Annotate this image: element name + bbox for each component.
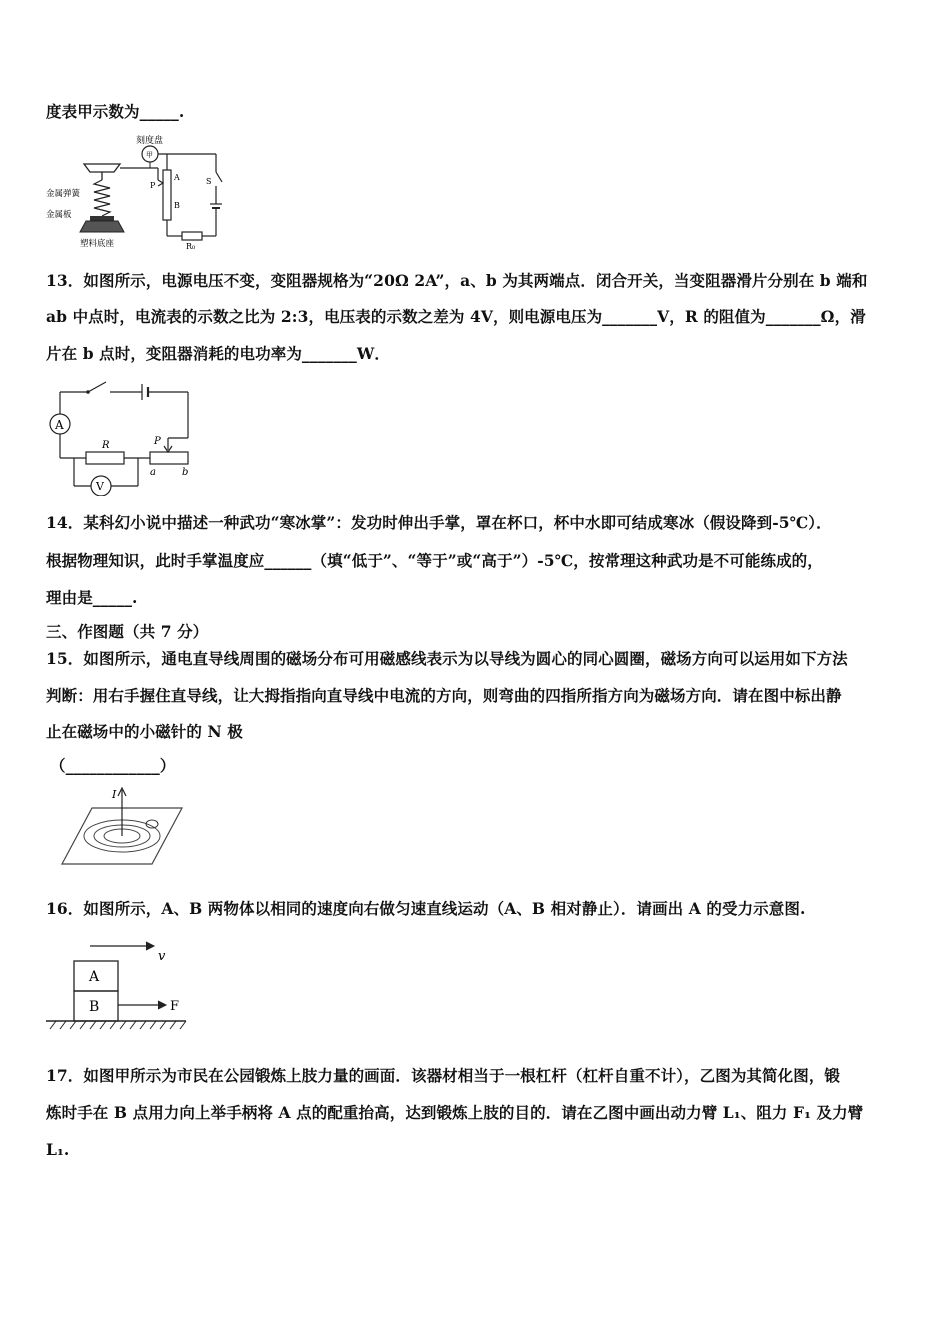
q13-line-1: 13．如图所示，电源电压不变，变阻器规格为“20Ω 2A”，a、b 为其两端点．闭合开关，当变阻器滑片分别在 b 端和 <box>46 271 868 290</box>
q15-line-3: 止在磁场中的小磁针的 N 极 <box>46 722 243 741</box>
q12-label-plate: 金属板 <box>46 210 72 220</box>
q13-line-2: ab 中点时，电流表的示数之比为 2:3，电压表的示数之差为 4V，则电源电压为_______V，R 的阻值为_______Ω，滑 <box>46 307 866 326</box>
q13-label-p: P <box>154 436 161 447</box>
q14-line-2: 根据物理知识，此时手掌温度应______（填“低于”、“等于”或“高于”）-5℃，按常理这种武功是不可能练成的， <box>46 551 823 570</box>
q15-answer-blank[interactable]: （____________） <box>50 756 176 775</box>
q12-label-meter: 甲 <box>146 151 153 159</box>
q15-line-2: 判断：用右手握住直导线，让大拇指指向直导线中电流的方向，则弯曲的四指所指方向为磁场方向．请在图中标出静 <box>46 686 842 705</box>
q15-magnetic-field-figure <box>58 784 188 868</box>
q13-line-3: 片在 b 点时，变阻器消耗的电功率为_______W． <box>46 344 390 363</box>
q12-tail-text: 度表甲示数为_____. <box>46 102 185 121</box>
q12-label-s: S <box>206 177 212 186</box>
q12-label-r0: R₀ <box>186 242 196 251</box>
q16-blocks-figure <box>46 938 196 1038</box>
q17-line-3: L₁. <box>46 1140 70 1159</box>
section-3-title: 三、作图题（共 7 分） <box>46 622 209 641</box>
q16-label-b: B <box>89 999 100 1015</box>
q16-line-1: 16．如图所示，A、B 两物体以相同的速度向右做匀速直线运动（A、B 相对静止）．请画出 A 的受力示意图. <box>46 899 806 918</box>
q12-scale-circuit-figure <box>46 128 236 252</box>
q15-line-1: 15．如图所示，通电直导线周围的磁场分布可用磁感线表示为以导线为圆心的同心圆圈，磁场方向可以运用如下方法 <box>46 649 848 668</box>
q12-label-base: 塑料底座 <box>80 239 115 249</box>
q12-label-dial: 刻度盘 <box>136 136 164 146</box>
q17-line-1: 17．如图甲所示为市民在公园锻炼上肢力量的画面．该器材相当于一根杠杆（杠杆自重不计），乙图为其简化图，锻 <box>46 1066 841 1085</box>
q16-label-v: v <box>158 949 166 964</box>
q12-label-b: B <box>174 201 180 210</box>
q16-label-f: F <box>170 999 180 1014</box>
q13-label-voltmeter: V <box>96 480 104 493</box>
q16-label-a: A <box>89 969 100 985</box>
q12-label-p: P <box>150 181 156 190</box>
q13-label-b: b <box>182 467 189 478</box>
q12-label-a: A <box>174 173 180 182</box>
q13-circuit-figure <box>46 378 196 496</box>
q14-line-3: 理由是_____. <box>46 588 138 607</box>
q12-label-spring: 金属弹簧 <box>46 189 81 199</box>
q13-label-ammeter: A <box>55 418 64 432</box>
q15-label-current: I <box>112 788 117 801</box>
q13-label-r: R <box>102 440 110 451</box>
q14-line-1: 14．某科幻小说中描述一种武功“寒冰掌”：发功时伸出手掌，罩在杯口，杯中水即可结成寒冰（假设降到-5℃）． <box>46 513 832 532</box>
q13-label-a: a <box>150 467 156 478</box>
q17-line-2: 炼时手在 B 点用力向上举手柄将 A 点的配重抬高，达到锻炼上肢的目的．请在乙图中画出动力臂 L₁、阻力 F₁ 及力臂 <box>46 1103 864 1122</box>
